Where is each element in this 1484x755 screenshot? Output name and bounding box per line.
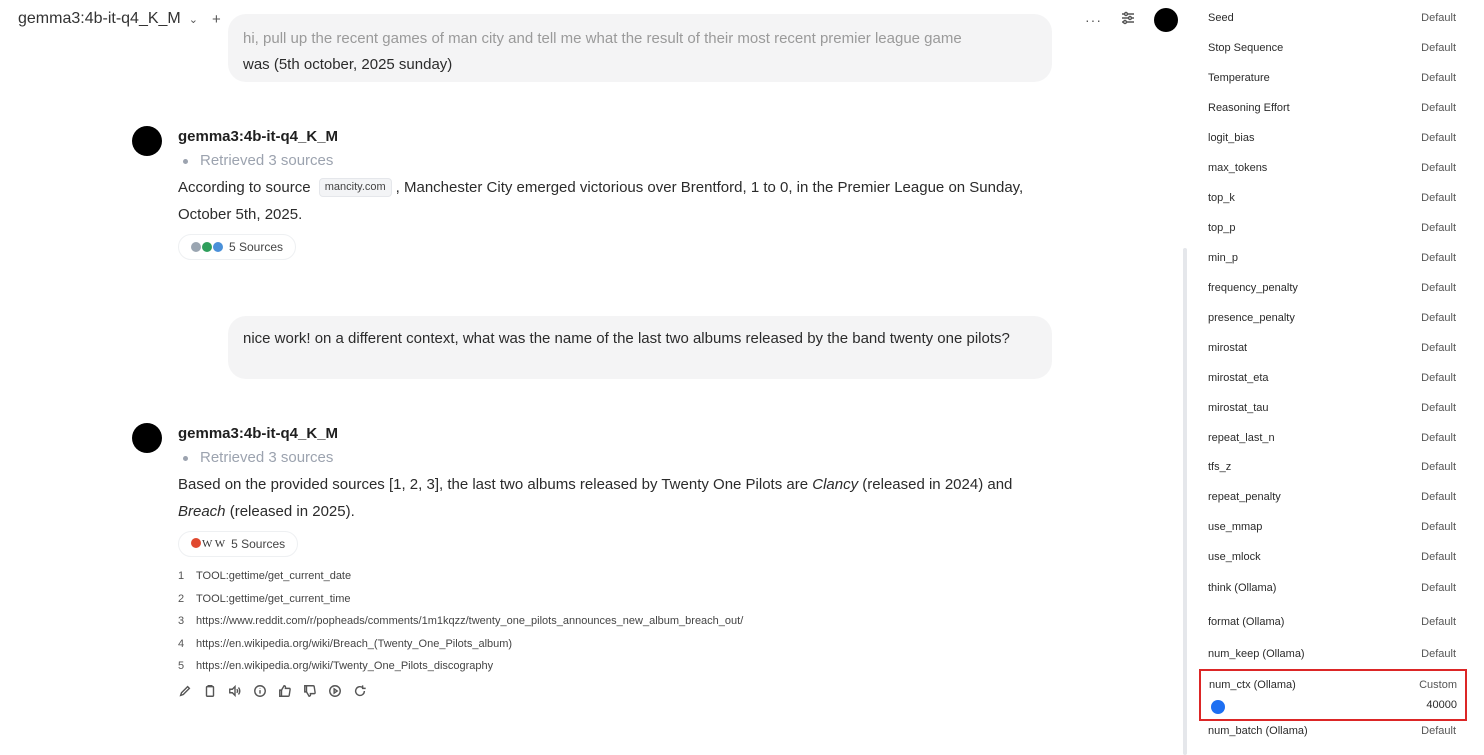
chat-scrollbar[interactable]	[1183, 248, 1187, 755]
top-actions	[1085, 8, 1178, 32]
read-aloud-icon[interactable]	[228, 684, 242, 698]
status-dot-icon	[183, 159, 188, 164]
param-value[interactable]: Default	[1421, 551, 1456, 563]
param-name: mirostat_tau	[1208, 402, 1269, 414]
param-value[interactable]: Default	[1421, 312, 1456, 324]
param-row[interactable]	[1208, 491, 1456, 503]
source-number: 4	[178, 637, 185, 650]
source-list	[178, 565, 1048, 678]
param-row[interactable]	[1208, 725, 1456, 737]
param-row[interactable]	[1208, 312, 1456, 324]
param-row[interactable]	[1208, 461, 1456, 473]
source-link[interactable]: https://www.reddit.com/r/popheads/comments/1m1kqzz/twenty_one_pilots_announces_new_album_breach_out/	[196, 615, 744, 627]
param-name: num_batch (Ollama)	[1208, 725, 1308, 737]
param-row[interactable]	[1208, 12, 1456, 24]
source-citation-chip[interactable]: mancity.com	[319, 178, 392, 197]
param-name: logit_bias	[1208, 132, 1255, 144]
param-value[interactable]: Default	[1421, 582, 1456, 594]
param-row[interactable]	[1208, 102, 1456, 114]
param-value[interactable]: Custom	[1419, 679, 1457, 691]
assistant-avatar	[132, 423, 162, 453]
thumbs-down-icon[interactable]	[303, 684, 317, 698]
source-link[interactable]: https://en.wikipedia.org/wiki/Breach_(Twenty_One_Pilots_album)	[196, 637, 513, 650]
param-name: Temperature	[1208, 72, 1270, 84]
retrieval-status-text: Retrieved 3 sources	[200, 152, 334, 169]
param-value[interactable]: Default	[1421, 42, 1456, 54]
chat-controls-panel	[1190, 0, 1484, 755]
param-name: use_mmap	[1208, 521, 1263, 533]
slider-thumb[interactable]	[1211, 700, 1225, 714]
param-value[interactable]: Default	[1421, 342, 1456, 354]
sources-button[interactable]	[178, 234, 296, 260]
param-name: mirostat	[1208, 342, 1248, 354]
param-name: top_p	[1208, 222, 1236, 234]
thumbs-up-icon[interactable]	[278, 684, 292, 698]
user-avatar[interactable]	[1154, 8, 1178, 32]
param-value[interactable]: Default	[1421, 192, 1456, 204]
param-value[interactable]: Default	[1421, 12, 1456, 24]
param-value[interactable]: Default	[1421, 72, 1456, 84]
assistant-response-text	[178, 471, 1048, 525]
top-bar	[0, 0, 1186, 38]
info-icon[interactable]	[253, 684, 267, 698]
param-value[interactable]: Default	[1421, 222, 1456, 234]
source-list-item[interactable]	[178, 610, 1048, 633]
param-value[interactable]: Default	[1421, 282, 1456, 294]
param-row[interactable]	[1208, 372, 1456, 384]
param-value[interactable]: Default	[1421, 132, 1456, 144]
num-ctx-value-input[interactable]: 40000	[1426, 699, 1457, 711]
user-message-line: hi, pull up the recent games of man city and tell me what the result of their most recent premier league game	[243, 30, 962, 47]
response-text-segment: (released in 2025).	[225, 503, 355, 520]
response-text-segment: , Manchester City emerged victorious over Brentford, 1 to 0, in the Premier League on Sunday, October 5th, 2025.	[178, 179, 1024, 223]
param-name: repeat_last_n	[1208, 432, 1275, 444]
source-link[interactable]: https://en.wikipedia.org/wiki/Twenty_One_Pilots_discography	[196, 660, 494, 672]
param-value[interactable]: Default	[1421, 491, 1456, 503]
assistant-response-text	[178, 174, 1048, 228]
param-name: top_k	[1208, 192, 1235, 204]
param-name: think (Ollama)	[1208, 582, 1277, 594]
param-name: Reasoning Effort	[1208, 102, 1290, 114]
source-number: 2	[178, 592, 185, 605]
param-name: presence_penalty	[1208, 312, 1295, 324]
source-list-item[interactable]	[178, 565, 1048, 588]
model-selector-label: gemma3:4b-it-q4_K_M	[18, 10, 181, 27]
param-name: mirostat_eta	[1208, 372, 1269, 384]
param-row[interactable]	[1209, 679, 1457, 691]
param-value[interactable]: Default	[1421, 725, 1456, 737]
param-row[interactable]	[1208, 162, 1456, 174]
wikipedia-icon: W W	[202, 538, 226, 550]
response-text-segment: Based on the provided sources [1, 2, 3], the last two albums released by Twenty One Pilots are	[178, 476, 813, 493]
param-row[interactable]	[1208, 521, 1456, 533]
retrieval-status[interactable]	[178, 148, 1048, 174]
param-row[interactable]	[1208, 282, 1456, 294]
param-name: max_tokens	[1208, 162, 1268, 174]
source-link[interactable]: TOOL:gettime/get_current_date	[196, 570, 352, 582]
sources-button-label: 5 Sources	[231, 537, 286, 551]
param-name: repeat_penalty	[1208, 491, 1281, 503]
param-name: num_keep (Ollama)	[1208, 648, 1305, 660]
param-name: format (Ollama)	[1208, 616, 1285, 628]
param-row[interactable]	[1208, 222, 1456, 234]
param-name: num_ctx (Ollama)	[1209, 679, 1296, 691]
source-list-item[interactable]	[178, 588, 1048, 611]
param-row[interactable]	[1208, 551, 1456, 563]
assistant-model-name: gemma3:4b-it-q4_K_M	[178, 425, 339, 442]
response-text-segment: According to source	[178, 179, 311, 196]
source-list-item[interactable]	[178, 633, 1048, 656]
param-row[interactable]	[1208, 192, 1456, 204]
user-message	[228, 316, 1052, 379]
param-row[interactable]	[1208, 252, 1456, 264]
play-icon[interactable]	[328, 684, 342, 698]
album-title: Breach	[178, 503, 226, 520]
param-value[interactable]: Default	[1421, 432, 1456, 444]
num-ctx-param-highlight	[1199, 669, 1467, 721]
source-number: 5	[178, 660, 185, 672]
chevron-down-icon[interactable]: ⌄	[188, 13, 198, 26]
more-options-button[interactable]: ···	[1085, 12, 1102, 28]
param-row[interactable]	[1208, 432, 1456, 444]
param-row[interactable]	[1208, 648, 1456, 660]
source-number: 3	[178, 615, 185, 627]
assistant-model-name: gemma3:4b-it-q4_K_M	[178, 128, 339, 145]
param-value[interactable]: Default	[1421, 461, 1456, 473]
retrieval-status[interactable]	[178, 445, 1048, 471]
source-link[interactable]: TOOL:gettime/get_current_time	[196, 592, 351, 605]
message-actions	[178, 684, 1048, 698]
assistant-avatar	[132, 126, 162, 156]
param-value[interactable]: Default	[1421, 521, 1456, 533]
param-name: Seed	[1208, 12, 1234, 24]
album-title: Clancy	[812, 476, 859, 493]
edit-icon[interactable]	[178, 684, 192, 698]
copy-icon[interactable]	[203, 684, 217, 698]
status-dot-icon	[183, 456, 188, 461]
source-favicons-icon	[191, 242, 223, 252]
regenerate-icon[interactable]	[353, 684, 367, 698]
param-row[interactable]	[1208, 402, 1456, 414]
param-row[interactable]	[1208, 342, 1456, 354]
param-row[interactable]	[1208, 42, 1456, 54]
controls-icon[interactable]	[1120, 10, 1136, 31]
param-value[interactable]: Default	[1421, 162, 1456, 174]
param-value[interactable]: Default	[1421, 616, 1456, 628]
param-value[interactable]: Default	[1421, 372, 1456, 384]
source-favicons-icon	[191, 538, 225, 550]
sources-button[interactable]	[178, 531, 298, 557]
param-row[interactable]	[1208, 582, 1456, 594]
param-row[interactable]	[1208, 132, 1456, 144]
param-row[interactable]	[1208, 616, 1456, 628]
user-message-line: was (5th october, 2025 sunday)	[243, 56, 453, 73]
param-value[interactable]: Default	[1421, 402, 1456, 414]
param-name: Stop Sequence	[1208, 42, 1284, 54]
param-name: min_p	[1208, 252, 1238, 264]
source-number: 1	[178, 570, 185, 582]
retrieval-status-text: Retrieved 3 sources	[200, 449, 334, 466]
param-row[interactable]	[1208, 72, 1456, 84]
source-list-item[interactable]	[178, 655, 1048, 678]
param-value[interactable]: Default	[1421, 102, 1456, 114]
param-name: use_mlock	[1208, 551, 1261, 563]
add-model-button[interactable]: +	[211, 10, 221, 28]
param-name: frequency_penalty	[1208, 282, 1298, 294]
param-value[interactable]: Default	[1421, 252, 1456, 264]
user-message-text: nice work! on a different context, what was the name of the last two albums released by the band twenty one pilots?	[243, 330, 1010, 347]
num-ctx-slider[interactable]	[1211, 700, 1411, 714]
param-name: tfs_z	[1208, 461, 1232, 473]
sources-button-label: 5 Sources	[229, 240, 284, 254]
param-value[interactable]: Default	[1421, 648, 1456, 660]
response-text-segment: (released in 2024) and	[858, 476, 1013, 493]
model-selector[interactable]	[18, 10, 221, 28]
